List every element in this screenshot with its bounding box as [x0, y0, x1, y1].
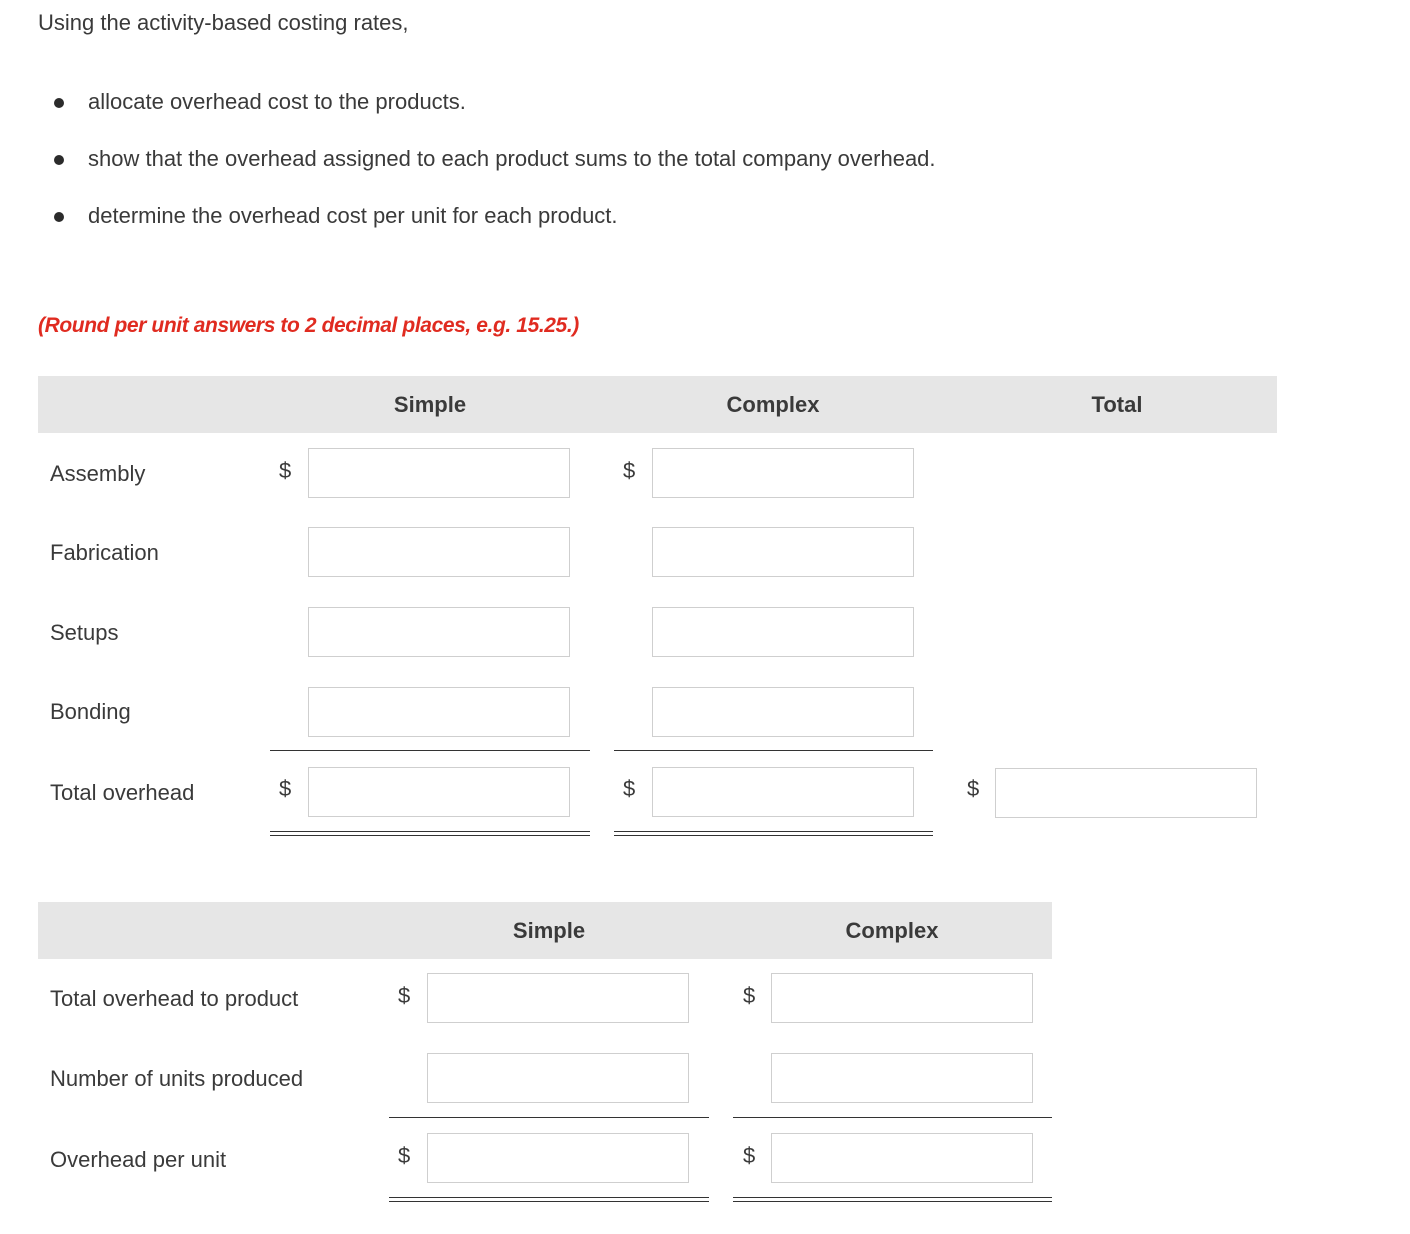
- total-overhead-complex-input[interactable]: [652, 767, 914, 817]
- subtotal-rule: [733, 1117, 1052, 1118]
- total-double-rule: [389, 1197, 709, 1202]
- table2-header-simple: Simple: [512, 918, 586, 943]
- fabrication-simple-input[interactable]: [308, 527, 570, 577]
- units-produced-complex-input[interactable]: [771, 1053, 1033, 1103]
- row-label-setups: Setups: [50, 620, 119, 645]
- setups-simple-input[interactable]: [308, 607, 570, 657]
- total-overhead-simple-input[interactable]: [308, 767, 570, 817]
- row-label-overhead-per-unit: Overhead per unit: [50, 1147, 227, 1172]
- total-double-rule: [270, 831, 590, 836]
- dollar-sign: $: [623, 776, 636, 801]
- row-label-total-overhead-to-product: Total overhead to product: [50, 986, 299, 1011]
- dollar-sign: $: [623, 458, 636, 483]
- dollar-sign: $: [279, 776, 292, 801]
- overhead-to-product-simple-input[interactable]: [427, 973, 689, 1023]
- total-double-rule: [733, 1197, 1052, 1202]
- overhead-per-unit-simple-input[interactable]: [427, 1133, 689, 1183]
- table1-header-total: Total: [1091, 392, 1143, 417]
- total-double-rule: [614, 831, 933, 836]
- dollar-sign: $: [743, 983, 756, 1008]
- assembly-simple-input[interactable]: [308, 448, 570, 498]
- instructions-intro: Using the activity-based costing rates,: [38, 10, 409, 35]
- bullet-show-sum: show that the overhead assigned to each product sums to the total company overhead.: [88, 146, 936, 171]
- bullet-dot: [54, 155, 64, 165]
- bonding-complex-input[interactable]: [652, 687, 914, 737]
- total-overhead-total-input[interactable]: [995, 768, 1257, 818]
- overhead-per-unit-complex-input[interactable]: [771, 1133, 1033, 1183]
- bullet-per-unit: determine the overhead cost per unit for each product.: [88, 203, 618, 228]
- dollar-sign: $: [967, 776, 980, 801]
- row-label-bonding: Bonding: [50, 699, 131, 724]
- rounding-note: (Round per unit answers to 2 decimal places, e.g. 15.25.): [38, 314, 579, 337]
- dollar-sign: $: [743, 1143, 756, 1168]
- row-label-fabrication: Fabrication: [50, 540, 159, 565]
- subtotal-rule: [389, 1117, 709, 1118]
- bullet-allocate: allocate overhead cost to the products.: [88, 89, 466, 114]
- table1-header-complex: Complex: [726, 392, 820, 417]
- row-label-assembly: Assembly: [50, 461, 146, 486]
- dollar-sign: $: [398, 983, 411, 1008]
- dollar-sign: $: [398, 1143, 411, 1168]
- overhead-to-product-complex-input[interactable]: [771, 973, 1033, 1023]
- subtotal-rule: [270, 750, 590, 751]
- table1-header-simple: Simple: [393, 392, 467, 417]
- table2-header-complex: Complex: [845, 918, 939, 943]
- subtotal-rule: [614, 750, 933, 751]
- bullet-dot: [54, 212, 64, 222]
- fabrication-complex-input[interactable]: [652, 527, 914, 577]
- bonding-simple-input[interactable]: [308, 687, 570, 737]
- row-label-total-overhead: Total overhead: [50, 780, 195, 805]
- setups-complex-input[interactable]: [652, 607, 914, 657]
- row-label-units-produced: Number of units produced: [50, 1066, 304, 1091]
- assembly-complex-input[interactable]: [652, 448, 914, 498]
- units-produced-simple-input[interactable]: [427, 1053, 689, 1103]
- dollar-sign: $: [279, 458, 292, 483]
- bullet-dot: [54, 98, 64, 108]
